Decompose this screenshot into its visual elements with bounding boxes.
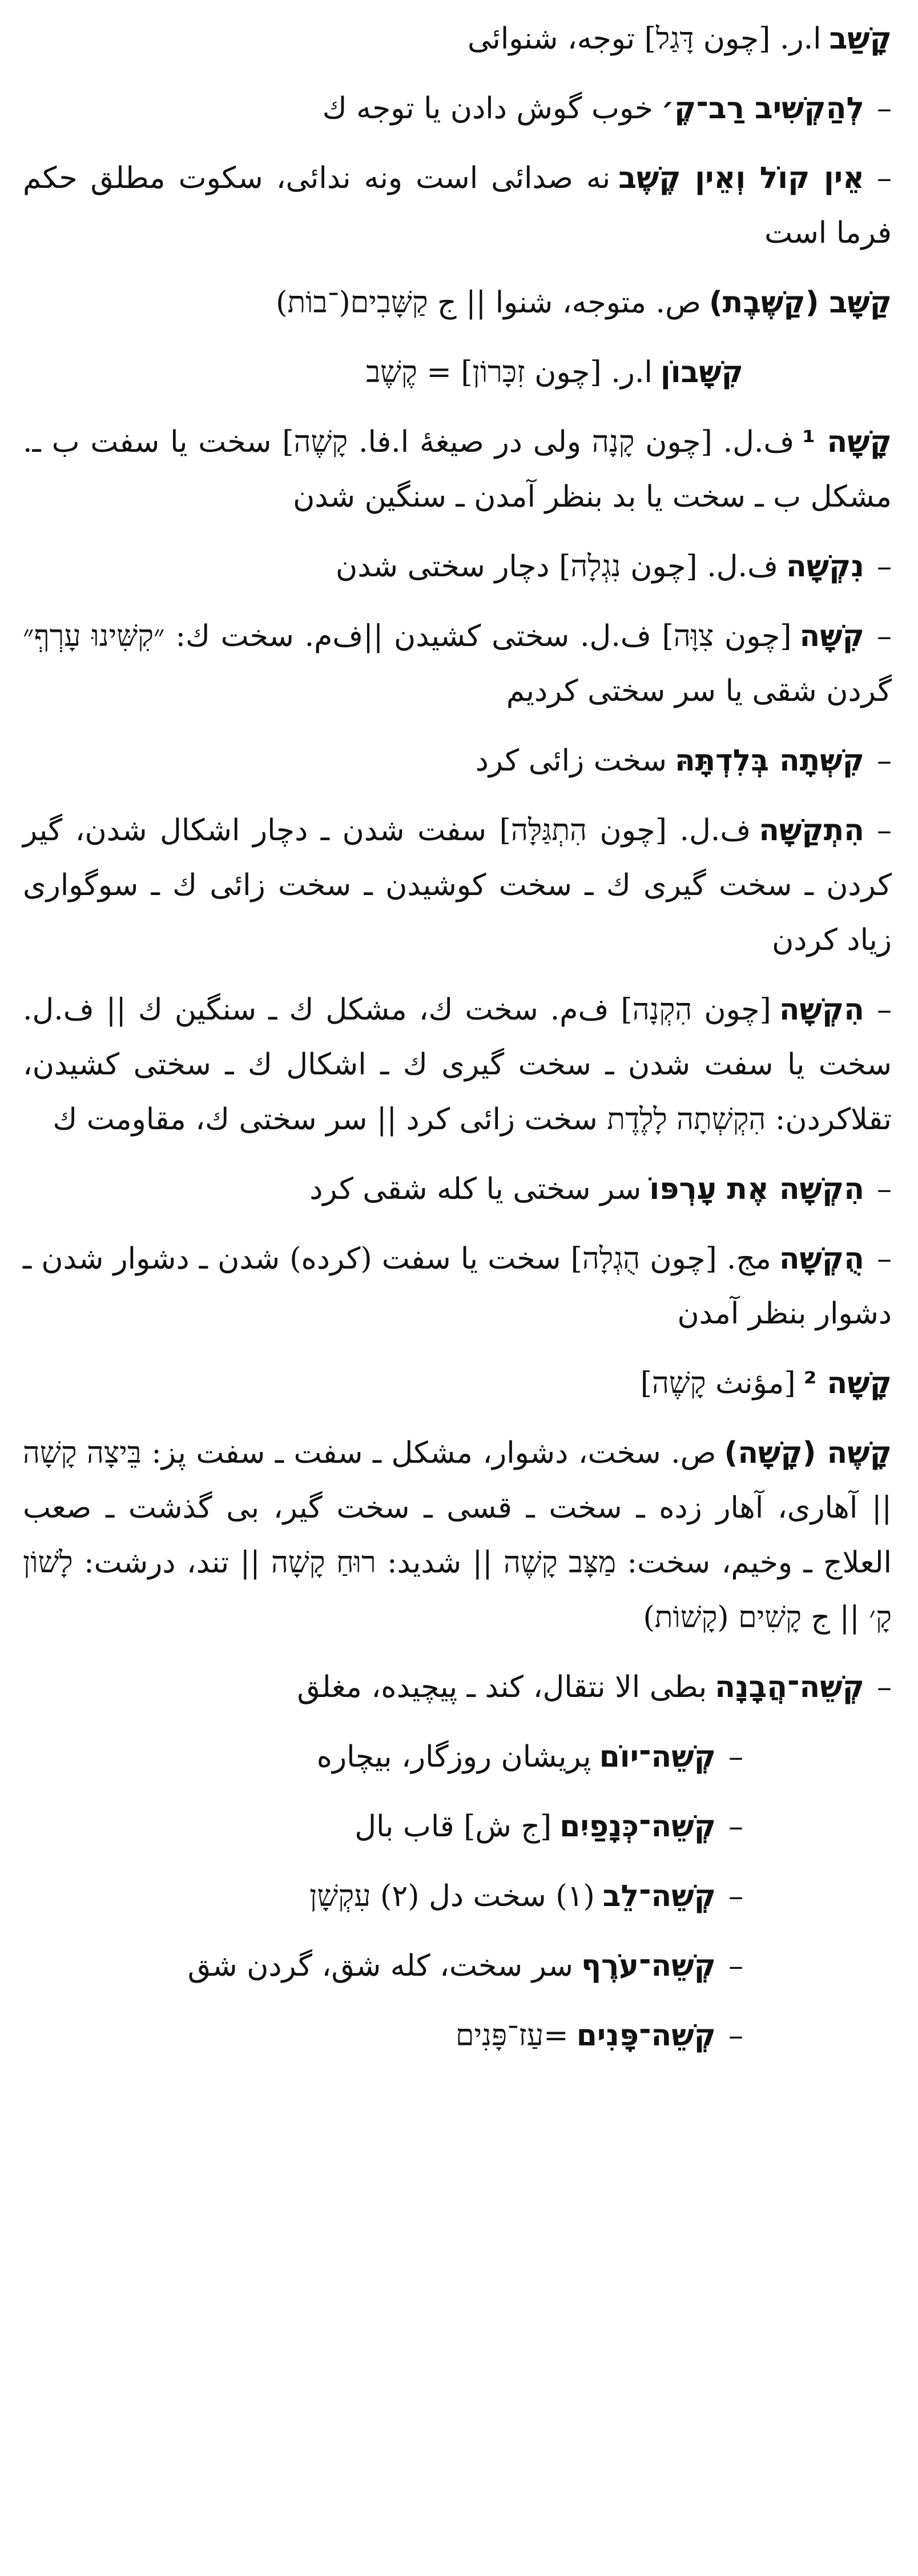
entry-headword: קָשֶׁה (קָשָׁה)	[724, 1436, 892, 1470]
sub-entry	[23, 2008, 892, 2063]
sub-entry	[23, 1231, 892, 1341]
sub-entry-dash: –	[877, 1670, 892, 1704]
sub-entry-dash: –	[728, 1879, 743, 1913]
sub-entry-dash: –	[728, 2019, 743, 2053]
sub-entry-dash: –	[728, 1809, 743, 1844]
entry-headword: קְשֵׁה־כְּנָפַיִם	[559, 1809, 716, 1844]
sub-entry	[23, 609, 892, 719]
sub-entry	[23, 1730, 892, 1784]
sub-entry	[23, 151, 892, 260]
entry-headword: קְשֵׁה־פָּנִים	[576, 2019, 716, 2053]
entry-definition: ا.ر. [چون דָּגַל] توجه، شنوائی	[468, 22, 822, 56]
entry-definition: خوب گوش دادن یا توجه ك	[322, 91, 653, 126]
sub-entry-dash: –	[728, 1949, 743, 1983]
entry-definition: بطی الا نتقال، کند ـ پیچیده، مغلق	[297, 1670, 707, 1704]
entry-headword: הִתְקַשָּׁה	[759, 813, 864, 848]
entry-headword: הֻקְשָׁה	[779, 1242, 864, 1276]
entry-headword: קְשֵׁה־הֲבָנָה	[715, 1670, 864, 1704]
sub-entry	[23, 1799, 892, 1854]
sub-entry-dash: –	[877, 91, 892, 126]
sub-entry	[23, 81, 892, 136]
entry-headword: קָשָׁה ²	[803, 1366, 892, 1401]
entry-definition: [مؤنث קָשֶׁה]	[640, 1366, 796, 1401]
entry-definition: [چون צִוָּה] ف.ل. سختی کشیدن ||ف‌م. سخت ك: ״קִשִּׁינוּ עָרְףְ״ گردن شقی یا سر سختی کردیم	[23, 619, 892, 708]
sub-entry-dash: –	[728, 1740, 743, 1774]
entry-headword: אֵין קוֹל וְאֵין קֶשֶׁב	[618, 161, 864, 195]
sub-entry-dash: –	[877, 813, 892, 848]
entry-definition: [چون הִקְנָה] ف‌م. سخت ك، مشکل ك ـ سنگین ك || ف.ل. سخت یا سفت شدن ـ سخت گیری ك ـ اشکال ك ـ سختی کشیدن، تقلاکردن: הִקְשְׁתָה לָלֶדֶת سخت زائی کرد || سر سختی ك، مقاومت ك	[23, 993, 892, 1137]
sub-entry	[23, 1869, 892, 1924]
dictionary-entry	[23, 1426, 892, 1645]
sub-entry-dash: –	[877, 993, 892, 1027]
entry-definition: ف.ل. [چون קָנָה ولی در صیغهٔ ا.فا. קָשֶׁה] سخت یا سفت ب ـ. مشکل ب ـ سخت یا بد بنظر آمدن ـ سنگین شدن	[23, 425, 892, 514]
sub-entry	[23, 1660, 892, 1715]
sub-entry	[23, 803, 892, 968]
sub-entry-dash: –	[877, 1172, 892, 1206]
entry-definition: پریشان روزگار، بیچاره	[316, 1740, 591, 1774]
sub-entry	[23, 982, 892, 1147]
sub-entry-dash: –	[876, 161, 892, 195]
entry-definition: ف.ل. [چون הִתְגַּלָּה] سفت شدن ـ دچار اشکال شدن، گیر کردن ـ سخت گیری ك ـ سخت کوشیدن ـ سخت زائی ك ـ سوگواری زیاد کردن	[23, 813, 892, 957]
entry-headword: קְשֵׁה־יוֹם	[599, 1740, 716, 1774]
sub-entry-dash: –	[877, 744, 892, 778]
entry-headword: קָשַׁב	[829, 22, 892, 56]
entry-definition: ا.ر. [چون זִכָּרוֹן] = קֶשֶׁב	[366, 355, 653, 390]
dictionary-entry	[23, 11, 892, 66]
entry-headword: הִקְשָׁה אֶת עָרְפּוֹ	[649, 1172, 864, 1206]
entry-headword: הִקְשָׁה	[779, 993, 864, 1027]
entry-headword: קִשָּׁבוֹן	[660, 355, 743, 390]
entries-list	[23, 11, 892, 2063]
sub-entry-dash: –	[877, 549, 892, 584]
entry-headword: קְשֵׁה־לֵב	[602, 1879, 716, 1913]
entry-headword: נִקְשָׁה	[786, 549, 864, 584]
entry-definition: سر سخت، کله شق، گردن شق	[187, 1949, 573, 1983]
entry-definition: ف.ل. [چون נִגְלָה] دچار سختی شدن	[336, 549, 778, 584]
entry-headword: קִשְּׁתָה בְּלִדְתָּהּ	[674, 744, 864, 778]
entry-definition: [ج ش] قاب بال	[355, 1809, 552, 1844]
entry-headword: קִשָּׁה	[799, 619, 864, 653]
entry-definition: مج. [چون הֻגְלָה] سخت یا سفت (کرده) شدن ـ دشوار شدن ـ دشوار بنظر آمدن	[23, 1242, 892, 1331]
dictionary-entry	[23, 275, 892, 330]
sub-entry	[23, 1939, 892, 1993]
sub-entry	[23, 539, 892, 594]
entry-definition: سر سختی یا کله شقی کرد	[309, 1172, 642, 1206]
entry-definition: سخت زائی کرد	[475, 744, 667, 778]
entry-headword: קַשָּׁב (קַשֶּׁבֶת)	[708, 286, 892, 320]
sub-entry-dash: –	[877, 619, 892, 653]
entry-definition: ص. متوجه، شنوا || ج קַשָּׁבִים(־בוֹת)	[276, 286, 701, 320]
sub-entry	[23, 1162, 892, 1217]
entry-headword: לְהַקְשִׁיב רַב־קֶ׳	[661, 91, 864, 126]
entry-definition: ص. سخت، دشوار، مشکل ـ سفت ـ سفت پز: בֵּיצָה קָשָׁה || آهاری، آهار زده ـ سخت ـ قسی ـ سخت گیر، بی گذشت ـ صعب العلاج ـ وخیم، سخت: מַצָּב קָשֶׁה || شدید: רוּחַ קָשָׁה || تند، درشت: לָשׁוֹן קָ׳ || ج קָשִׁים (קָשׁוֹת)	[23, 1436, 892, 1635]
entry-headword: קָשָׁה ¹	[802, 425, 892, 459]
sub-entry	[23, 733, 892, 788]
entry-definition: =עַז־פָּנִים	[456, 2019, 569, 2053]
dictionary-entry	[23, 345, 892, 400]
entry-definition: (١) سخت دل (٢) עִקְשָׁן	[309, 1879, 595, 1913]
entry-definition: نه صدائی است ونه ندائی، سکوت مطلق حکم فرما است	[23, 161, 892, 250]
entry-headword: קְשֵׁה־עֹרֶף	[581, 1949, 716, 1983]
dictionary-entry	[23, 415, 892, 524]
dictionary-entry	[23, 1356, 892, 1411]
sub-entry-dash: –	[877, 1242, 892, 1276]
